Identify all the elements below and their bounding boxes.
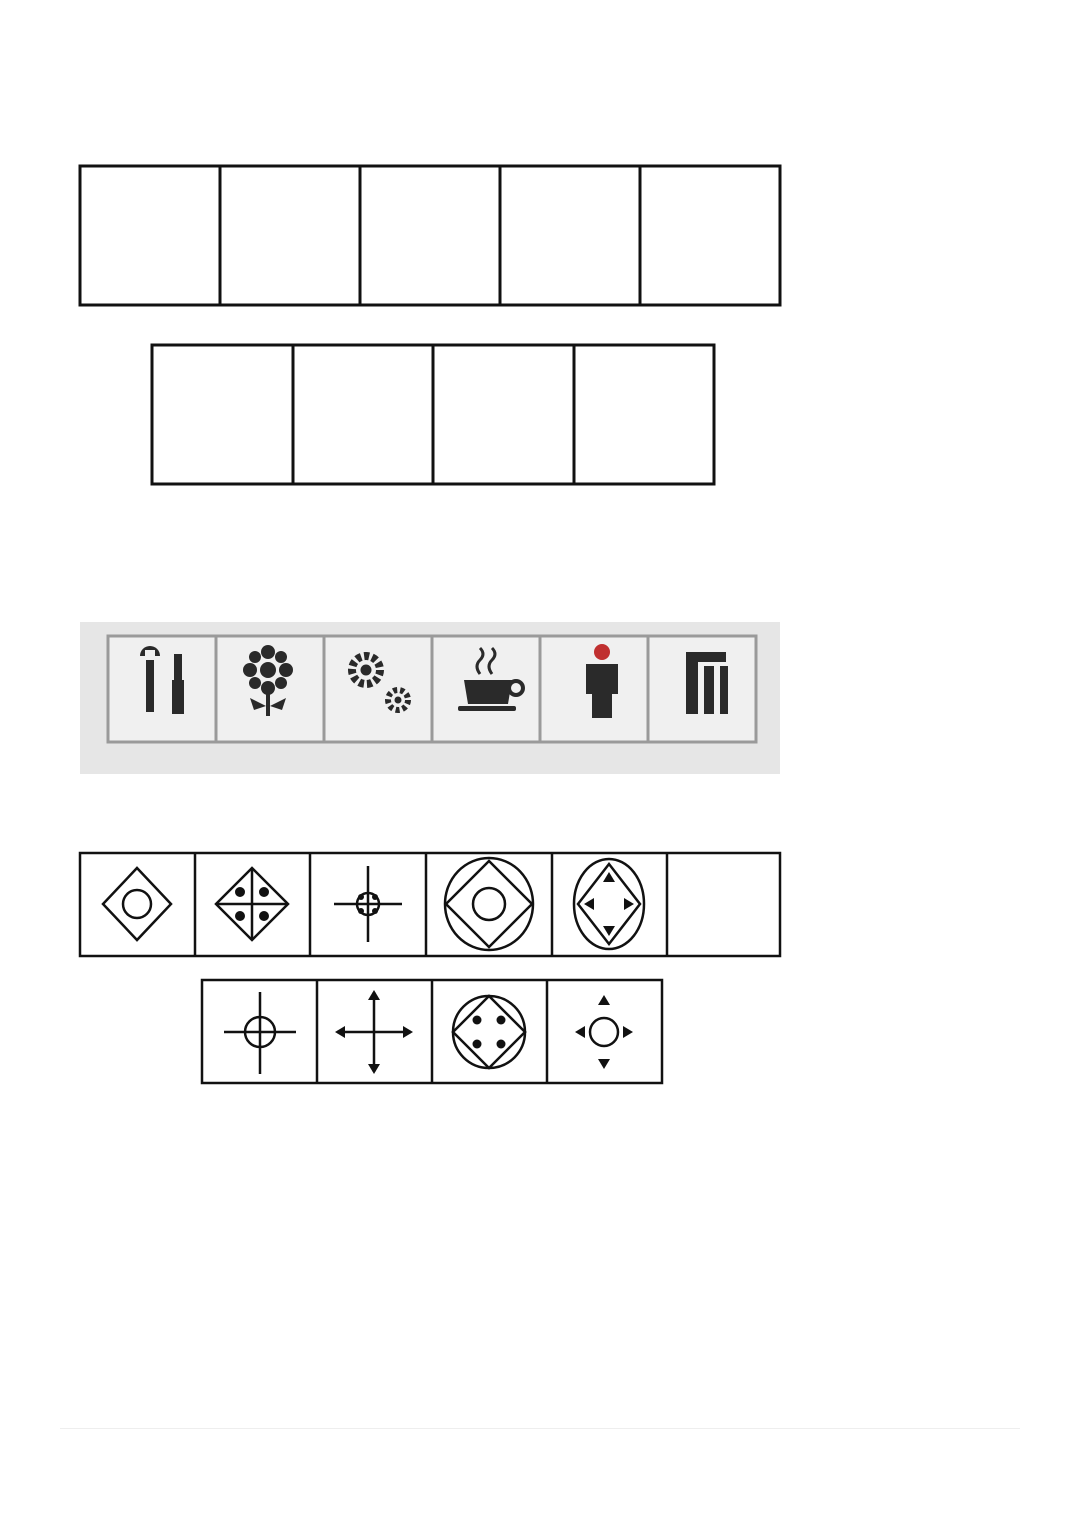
q58-panel-2 [216,868,288,940]
page-bottom-rule [60,1428,1020,1429]
q58-panel-4 [445,858,533,950]
q58-option-figure-d [590,1018,618,1046]
q58-option-figure-b [337,992,411,1072]
q58-option-figure-a [224,992,296,1074]
q58-panel-1 [103,868,171,940]
q58-panel-3 [334,866,402,942]
q58-option-figure-c [453,996,525,1068]
